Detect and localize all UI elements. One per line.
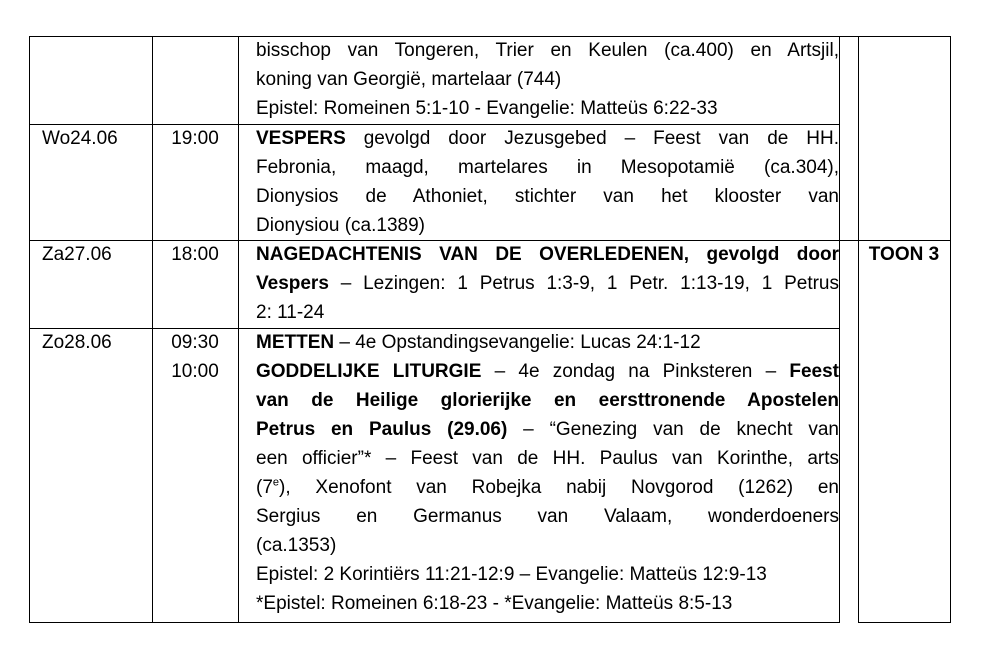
description-line xyxy=(256,36,839,65)
text-segment: Epistel: 2 Korintiërs 11:21-12:9 – Evangelie: Matteüs 12:9-13 xyxy=(256,564,767,585)
column-divider xyxy=(858,36,859,623)
description-line xyxy=(256,589,839,618)
row-date: Wo24.06 xyxy=(42,128,118,149)
tone-label: TOON 3 xyxy=(868,244,940,265)
text-segment: – 4e Opstandingsevangelie: Lucas 24:1-12 xyxy=(334,332,701,353)
text-segment: *Epistel: Romeinen 6:18-23 - *Evangelie: Matteüs 8:5-13 xyxy=(256,593,733,614)
row-time: 19:00 xyxy=(171,128,219,149)
bold-text: van de Heilige glorierijke en eersttronende Apostelen xyxy=(256,390,839,411)
row-time: 09:30 xyxy=(171,332,219,353)
row-time: 18:00 xyxy=(171,244,219,265)
text-segment: Sergius en Germanus van Valaam, wonderdoeners xyxy=(256,506,839,527)
text-segment: Epistel: Romeinen 5:1-10 - Evangelie: Matteüs 6:22-33 xyxy=(256,98,718,119)
text-segment: – 4e zondag na Pinksteren – xyxy=(481,361,790,382)
text-segment: Dionysiou (ca.1389) xyxy=(256,215,425,236)
row-description xyxy=(256,36,839,123)
text-segment: (7 xyxy=(256,477,273,498)
column-divider xyxy=(839,36,840,623)
bold-text: Petrus en Paulus (29.06) xyxy=(256,419,508,440)
bold-text: METTEN xyxy=(256,332,335,353)
bold-text: GODDELIJKE LITURGIE xyxy=(256,361,482,382)
text-segment: (ca.1353) xyxy=(256,535,337,556)
row-time-second: 10:00 xyxy=(171,361,219,382)
tone-column-bottom xyxy=(858,622,951,623)
description-line xyxy=(256,502,839,531)
description-line xyxy=(256,240,839,269)
description-line xyxy=(256,182,839,211)
description-line xyxy=(256,124,839,153)
description-line xyxy=(256,153,839,182)
description-line xyxy=(256,415,839,444)
row-date: Za27.06 xyxy=(42,244,112,265)
description-line xyxy=(256,269,839,298)
description-line xyxy=(256,94,839,123)
text-segment: koning van Georgië, martelaar (744) xyxy=(256,69,562,90)
description-line xyxy=(256,444,839,473)
bold-text: Vespers xyxy=(256,273,329,294)
description-line xyxy=(256,328,839,357)
text-segment: gevolgd door Jezusgebed – Feest van de HH. xyxy=(345,128,839,149)
superscript-text: e xyxy=(272,476,280,489)
description-line xyxy=(256,211,839,240)
row-date: Zo28.06 xyxy=(42,332,112,353)
text-segment: – “Genezing van de knecht van xyxy=(507,419,839,440)
description-line xyxy=(256,65,839,94)
column-divider xyxy=(238,36,239,623)
row-description xyxy=(256,240,839,327)
row-description xyxy=(256,124,839,240)
table-border-bottom xyxy=(29,622,839,623)
text-segment: – Lezingen: 1 Petrus 1:3-9, 1 Petr. 1:13-19, 1 Petrus xyxy=(328,273,839,294)
row-description xyxy=(256,328,839,618)
description-line xyxy=(256,386,839,415)
table-border-left xyxy=(29,36,30,623)
text-segment: 2: 11-24 xyxy=(256,302,325,323)
table-border-right xyxy=(950,36,951,623)
bold-text: VESPERS xyxy=(256,128,346,149)
description-line xyxy=(256,560,839,589)
text-segment: een officier”* – Feest van de HH. Paulus van Korinthe, arts xyxy=(256,448,839,469)
description-line xyxy=(256,298,839,327)
text-segment: Febronia, maagd, martelares in Mesopotamië (ca.304), xyxy=(256,157,839,178)
description-line xyxy=(256,357,839,386)
description-line xyxy=(256,531,839,560)
text-segment: Dionysios de Athoniet, stichter van het klooster van xyxy=(256,186,839,207)
text-segment: ), Xenofont van Robejka nabij Novgorod (1262) en xyxy=(279,477,839,498)
bold-text: NAGEDACHTENIS VAN DE OVERLEDENEN, gevolgd door xyxy=(256,244,839,265)
bold-text: Feest xyxy=(789,361,839,382)
description-line xyxy=(256,473,839,502)
text-segment: bisschop van Tongeren, Trier en Keulen (ca.400) en Artsjil, xyxy=(256,40,839,61)
